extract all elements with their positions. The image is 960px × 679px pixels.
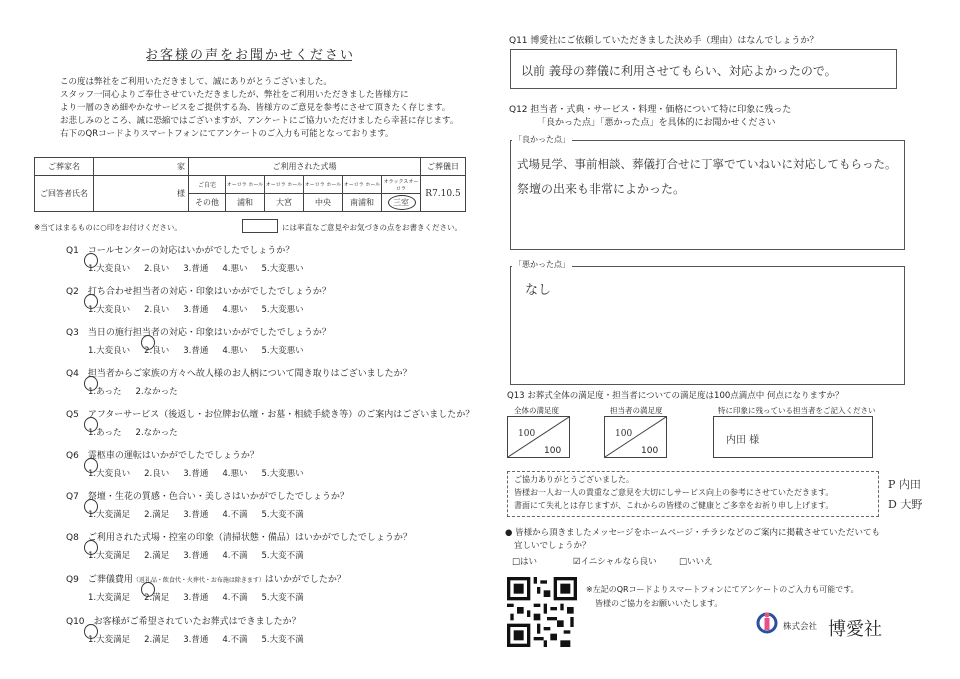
good-label: 「良かった点」 xyxy=(514,135,570,144)
company-prefix: 株式会社 xyxy=(783,622,818,632)
qr-note-1: ※左記のQRコードよりスマートフォンにてアンケートのご入力も可能です。 xyxy=(586,585,859,594)
impression-box[interactable] xyxy=(713,416,873,458)
venue-option[interactable]: 浦和 xyxy=(226,194,265,212)
intro-text: この度は弊社をご利用いただきまして、誠にありがとうございました。 スタッフ一同心よりご奉仕させていただきましたが、弊社をご利用いただきました皆様方に より一層のきめ細やかなサービスをご提供する為、皆様方のご意見を参考にさせて頂きたく存じます。 お悲しみのところ、誠に恐縮ではございますが、アンケートにご協力いただけましたら幸甚に存じます。 右下のQRコードよりスマートフォンにてアンケートのご入力も可能となっております。 xyxy=(60,77,459,139)
publish-text1: ● 皆様から頂きましたメッセージをホームページ・チラシなどのご案内に掲載させていただいても xyxy=(505,528,880,538)
company-logo-icon xyxy=(756,612,778,638)
side-note-2: D 大野 xyxy=(888,498,923,511)
venue-option-selected[interactable]: 三室 xyxy=(382,194,421,212)
q11-answer: 以前 義母の葬儀に利用させてもらい、対応よかったので。 xyxy=(521,64,837,78)
family-name-field[interactable] xyxy=(94,158,175,176)
note-mark: ※当てはまるものに○印をお付けください。 xyxy=(34,223,182,232)
answer-circle xyxy=(84,376,98,391)
answer-circle xyxy=(84,417,98,432)
bad-answer: なし xyxy=(525,283,552,298)
qr-note-2: 皆様のご協力をお願いいたします。 xyxy=(595,599,723,608)
q12-text2: 「良かった点」「悪かった点」を具体的にお聞かせください xyxy=(537,118,776,128)
overall-score-box[interactable] xyxy=(507,416,570,458)
q11-answer-box[interactable] xyxy=(510,49,897,89)
respondent-label: ご回答者氏名 xyxy=(35,176,94,212)
venue-option[interactable]: 南浦和 xyxy=(343,194,382,212)
answer-circle xyxy=(141,335,155,350)
venue-option[interactable]: 大宮 xyxy=(265,194,304,212)
publish-text2: 宜しいでしょうか？ xyxy=(514,541,591,551)
good-line-2: 祭壇の出来も非常によかった。 xyxy=(517,182,686,196)
date-label: ご葬儀日 xyxy=(421,158,466,176)
good-line-1: 式場見学、事前相談、葬儀打合せに丁寧でていねいに対応してもらった。 xyxy=(517,157,897,171)
publish-option-no[interactable]: □いいえ xyxy=(679,557,713,567)
overall-label: 全体の満足度 xyxy=(514,406,559,415)
answer-circle xyxy=(84,458,98,473)
q13-text: Q13 お葬式全体の満足度・担当者についての満足度は100点満点中 何点になりますか？ xyxy=(507,391,844,401)
q11-text: Q11 博愛社にご依頼していただきました決め手（理由）はなんでしょうか？ xyxy=(509,36,819,46)
note-box xyxy=(242,219,278,233)
staff-label: 担当者の満足度 xyxy=(610,406,663,415)
venue-option[interactable]: 中央 xyxy=(304,194,343,212)
respondent-name-field[interactable] xyxy=(94,176,175,212)
venue-label: ご利用された式場 xyxy=(189,158,421,176)
answer-circle xyxy=(84,253,98,268)
answer-circle xyxy=(84,540,98,555)
staff-score-box[interactable] xyxy=(604,416,667,458)
good-points-box[interactable] xyxy=(510,140,905,250)
note-text: には率直なご意見やお気づきの点をお書きください。 xyxy=(282,223,462,232)
answer-circle xyxy=(84,499,98,514)
answer-circle xyxy=(84,294,98,309)
side-note-1: P 内田 xyxy=(888,478,921,491)
answer-circle xyxy=(141,582,155,597)
bad-label: 「悪かった点」 xyxy=(514,260,570,269)
impression-label: 特に印象に残っている担当者をご記入ください xyxy=(718,406,876,415)
q12-text: Q12 担当者・式典・サービス・料理・価格について特に印象に残った xyxy=(509,105,792,115)
family-label: ご葬家名 xyxy=(35,158,94,176)
staff-score: 100 xyxy=(615,429,633,439)
overall-max: 100 xyxy=(544,446,562,456)
thanks-box: ご協力ありがとうございました。 皆様お一人お一人の貴重なご意見を大切にしサービス向上の参考にさせていただきます。 書面にて失礼とは存じますが、これからの皆様のご健康とご多幸をお祈り申し上げます。 xyxy=(507,471,879,517)
overall-score: 100 xyxy=(518,429,536,439)
info-table: ご葬家名 家 ご利用された式場 ご葬儀日 ご回答者氏名 様 ご自宅 オーロラ ホール オーロラ ホール オーロラ ホール オーロラ ホール オラックスオーロラ R7.10.5 その他 浦和 大宮 中央 南浦和 三室 xyxy=(34,157,466,212)
answer-circle xyxy=(84,624,98,639)
company-name: 博愛社 xyxy=(828,619,882,640)
title-underline xyxy=(147,60,352,61)
venue-option[interactable]: その他 xyxy=(189,194,226,212)
qr-code-icon[interactable] xyxy=(507,577,577,647)
page-title: お客様の声をお聞かせください xyxy=(144,48,355,63)
bad-points-box[interactable] xyxy=(510,266,905,385)
impression-value: 内田 様 xyxy=(726,435,760,446)
publish-option-initial[interactable]: ☑イニシャルなら良い xyxy=(573,557,657,567)
date-value[interactable]: R7.10.5 xyxy=(421,176,466,212)
publish-option-yes[interactable]: □はい xyxy=(512,557,538,567)
staff-max: 100 xyxy=(641,446,659,456)
